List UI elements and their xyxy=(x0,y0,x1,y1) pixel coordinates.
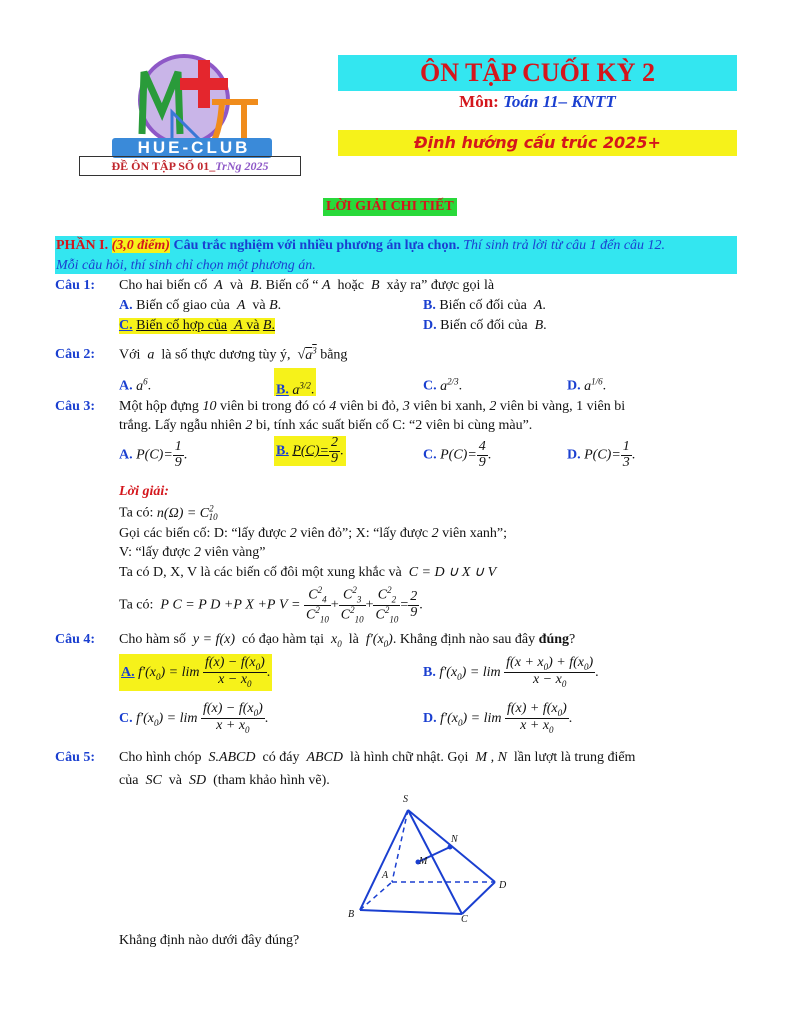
q5-line1-b: có đáy xyxy=(262,750,300,765)
q4-stem-b: có đạo hàm tại xyxy=(241,632,325,647)
q3-option-b[interactable]: B. P(C)= $\frac{2}{9}$ . xyxy=(276,435,344,466)
q5-label: Câu 5: xyxy=(55,750,96,765)
q1-option-b-letter: B. xyxy=(423,298,436,313)
q3-sol1-text: Ta có: xyxy=(119,505,154,521)
q3-option-c-letter: C. xyxy=(423,447,437,463)
part1-points: (3,0 điểm) xyxy=(111,238,170,253)
part1-line2: Mỗi câu hỏi, thí sinh chỉ chọn một phương án. xyxy=(56,258,316,273)
vertex-c: C xyxy=(461,914,468,925)
q1-stem-a: Cho hai biến cố xyxy=(119,278,208,293)
vertex-n: N xyxy=(451,834,458,845)
q3-line1-c: viên bi đỏ, xyxy=(339,399,400,414)
q5-line2-a: của xyxy=(119,773,139,788)
q3-line1-e: viên bi vàng, 1 viên bi xyxy=(499,399,626,414)
q3-sol2-c: viên xanh”; xyxy=(442,526,508,541)
q5-line1-d: lần lượt là trung điểm xyxy=(513,750,636,765)
q1-label: Câu 1: xyxy=(55,278,96,293)
vertex-a: A xyxy=(382,870,389,881)
q3-label: Câu 3: xyxy=(55,399,96,414)
q3-option-c[interactable]: C. P(C)= $\frac{4}{9}$ . xyxy=(423,439,492,470)
vertex-b: B xyxy=(348,909,355,920)
q3-option-a-letter: A. xyxy=(119,447,133,463)
vertex-s: S xyxy=(403,794,408,805)
part1-label: PHẦN I. xyxy=(56,238,109,253)
exam-label-box xyxy=(79,156,301,176)
q2-option-c-letter: C. xyxy=(423,378,437,394)
q1-option-c-text: Biến cố hợp của xyxy=(136,318,228,333)
q1-option-b-text: Biến cố đối của xyxy=(439,298,527,313)
q2-option-d[interactable]: D. $a^{1/6}$. xyxy=(567,376,607,394)
q4-option-b-letter: B. xyxy=(423,664,436,680)
q3-sol3-b: viên vàng” xyxy=(204,545,266,560)
q5-line2: của SC và SD (tham khảo hình vẽ). xyxy=(119,773,330,788)
q3-solution-1: Ta có: $n(\Omega) = C^2_{10}$ xyxy=(119,503,218,523)
q3-line2-a: trắng. Lấy ngẫu nhiên xyxy=(119,418,242,433)
q5-line1-a: Cho hình chóp xyxy=(119,750,202,765)
q1-option-c-letter: C. xyxy=(119,318,133,333)
q1-option-a[interactable]: A. Biến cố giao của A và B. xyxy=(119,298,282,313)
q1-option-a-text: Biến cố giao của xyxy=(136,298,230,313)
q4-option-d-letter: D. xyxy=(423,710,437,726)
q4-option-d[interactable]: D. $f'(x_0) = \lim$ $\frac{f(x) + f(x_0)}{x + x_0}$ . xyxy=(423,701,573,736)
q4-stem-a: Cho hàm số xyxy=(119,632,186,647)
q5-line2-b: và xyxy=(168,773,182,788)
page-title: ÔN TẬP CUỐI KỲ 2 xyxy=(420,58,655,87)
q5-line1-c: là hình chữ nhật. Gọi xyxy=(350,750,469,765)
part1-heading: Câu trắc nghiệm với nhiều phương án lựa chọn. xyxy=(173,238,460,253)
q4-stem-bold: đúng xyxy=(538,632,570,647)
q4-option-c[interactable]: C. $f'(x_0) = \lim$ $\frac{f(x) - f(x_0)}{x + x_0}$ . xyxy=(119,701,269,736)
q3-option-b-letter: B. xyxy=(276,443,289,459)
q2-stem-b: là số thực dương tùy ý, xyxy=(161,347,291,363)
section-title: LỜI GIẢI CHI TIẾT xyxy=(323,198,457,216)
q3-line1-b: viên bi trong đó có xyxy=(219,399,326,414)
q4-stem: Cho hàm số y = f(x) có đạo hàm tại $x_0$ là $f'(x_0)$. Khẳng định nào sau đây đúng? xyxy=(119,632,576,649)
logo xyxy=(112,52,282,160)
q1-option-c[interactable]: C. Biến cố hợp của A và B. xyxy=(119,318,275,333)
q4-option-a[interactable]: A. $f'(x_0) = \lim$ $\frac{f(x) - f(x_0)}{x - x_0}$ . xyxy=(119,654,272,691)
q1-option-b[interactable]: B. Biến cố đối của A. xyxy=(423,298,546,313)
q1-stem-e: xảy ra” được gọi là xyxy=(386,278,495,293)
q3-solution-title: Lời giải: xyxy=(119,484,169,499)
q4-option-c-letter: C. xyxy=(119,710,133,726)
q4-label: Câu 4: xyxy=(55,632,96,647)
q2-option-b-letter: B. xyxy=(276,382,289,398)
vertex-d: D xyxy=(499,880,507,891)
q4-option-a-letter: A. xyxy=(121,664,135,680)
pyramid-figure xyxy=(340,792,520,927)
part1-line1 xyxy=(56,238,665,254)
subject-value: Toán 11– KNTT xyxy=(503,92,616,111)
q3-option-d[interactable]: D. P(C)= $\frac{1}{3}$ . xyxy=(567,439,636,470)
q3-solution-3: V: “lấy được 2 viên vàng” xyxy=(119,545,266,560)
q3-solution-4: Ta có D, X, V là các biến cố đôi một xung khắc và C = D ∪ X ∪ V xyxy=(119,565,497,580)
q3-line1: Một hộp đựng 10 viên bi trong đó có 4 viên bi đỏ, 3 viên bi xanh, 2 viên bi vàng, 1 viên bi xyxy=(119,399,626,414)
exam-author: TrNg 2025 xyxy=(215,159,269,173)
q2-label: Câu 2: xyxy=(55,347,96,362)
part1-instruction1: Thí sinh trả lời từ câu 1 đến câu 12. xyxy=(463,238,666,253)
q2-option-c[interactable]: C. $a^{2/3}$. xyxy=(423,376,463,394)
q1-option-d-text: Biến cố đối của xyxy=(440,318,528,333)
q3-option-a[interactable]: A. P(C)= $\frac{1}{9}$ . xyxy=(119,439,188,470)
q5-line1: Cho hình chóp S.ABCD có đáy ABCD là hình chữ nhật. Gọi M , N lần lượt là trung điểm xyxy=(119,750,636,765)
q5-question: Khẳng định nào dưới đây đúng? xyxy=(119,933,300,948)
q3-line1-a: Một hộp đựng xyxy=(119,399,199,414)
q3-option-d-letter: D. xyxy=(567,447,581,463)
q3-line2-b: bi, tính xác suất biến cố C: “2 viên bi cùng màu”. xyxy=(255,418,533,433)
q1-stem-b: và xyxy=(229,278,244,293)
orientation-text: Định hướng cấu trúc 2025+ xyxy=(414,133,661,152)
q2-stem: Với a là số thực dương tùy ý, $√a^3$ bằng xyxy=(119,345,348,363)
q2-stem-a: Với xyxy=(119,347,141,363)
q4-stem-end: ? xyxy=(569,632,576,647)
q1-option-a-letter: A. xyxy=(119,298,133,313)
q3-sol3-a: V: “lấy được xyxy=(119,545,191,560)
q3-sol4-text: Ta có D, X, V là các biến cố đôi một xung khắc và xyxy=(119,565,402,580)
q1-stem-d: hoặc xyxy=(337,278,364,293)
exam-label: ĐỀ ÔN TẬP SỐ 01_ xyxy=(111,159,216,173)
q4-option-b[interactable]: B. $f'(x_0) = \lim$ $\frac{f(x + x_0) + f(x_0)}{x - x_0}$ . xyxy=(423,655,599,690)
q4-stem-c: là xyxy=(348,632,359,647)
q2-option-b[interactable]: B. $a^{3/2}$. xyxy=(274,368,316,396)
q1-stem: Cho hai biến cố A và B. Biến cố “ A hoặc B xảy ra” được gọi là xyxy=(119,278,495,293)
q1-option-d[interactable]: D. Biến cố đối của B. xyxy=(423,318,547,333)
logo-text: HUE-CLUB xyxy=(137,138,251,157)
q1-option-d-letter: D. xyxy=(423,318,437,333)
q2-option-a[interactable]: A. $a^6$. xyxy=(119,376,152,394)
q2-option-d-letter: D. xyxy=(567,378,581,394)
vertex-m: M xyxy=(419,856,428,867)
q4-stem-d: . Khẳng định nào sau đây xyxy=(392,632,536,647)
q3-sol5-text: Ta có: xyxy=(119,597,154,613)
subject-line xyxy=(338,92,737,112)
q3-sol2-b: viên đỏ”; X: “lấy được xyxy=(300,526,429,541)
q1-stem-c: . Biến cố “ xyxy=(258,278,319,293)
q3-solution-2: Gọi các biến cố: D: “lấy được 2 viên đỏ”; X: “lấy được 2 viên xanh”; xyxy=(119,526,508,541)
q3-line1-d: viên bi xanh, xyxy=(413,399,486,414)
q3-solution-5: Ta có: P C = P D +P X +P V = $\frac{C^2_4}{C^2_{10}}$ + $\frac{C^2_3}{C^2_{10}}$ + $\frac{C^2_2}{C^2_{10}}$ = $\frac{2}{9}$ . xyxy=(119,585,423,625)
q2-stem-c: bằng xyxy=(320,347,348,363)
q5-line2-c: (tham khảo hình vẽ). xyxy=(213,773,330,788)
q3-sol2-a: Gọi các biến cố: D: “lấy được xyxy=(119,526,287,541)
subject-label: Môn: xyxy=(459,92,499,111)
q3-line2: trắng. Lấy ngẫu nhiên 2 bi, tính xác suất biến cố C: “2 viên bi cùng màu”. xyxy=(119,418,533,433)
q2-option-a-letter: A. xyxy=(119,378,133,394)
